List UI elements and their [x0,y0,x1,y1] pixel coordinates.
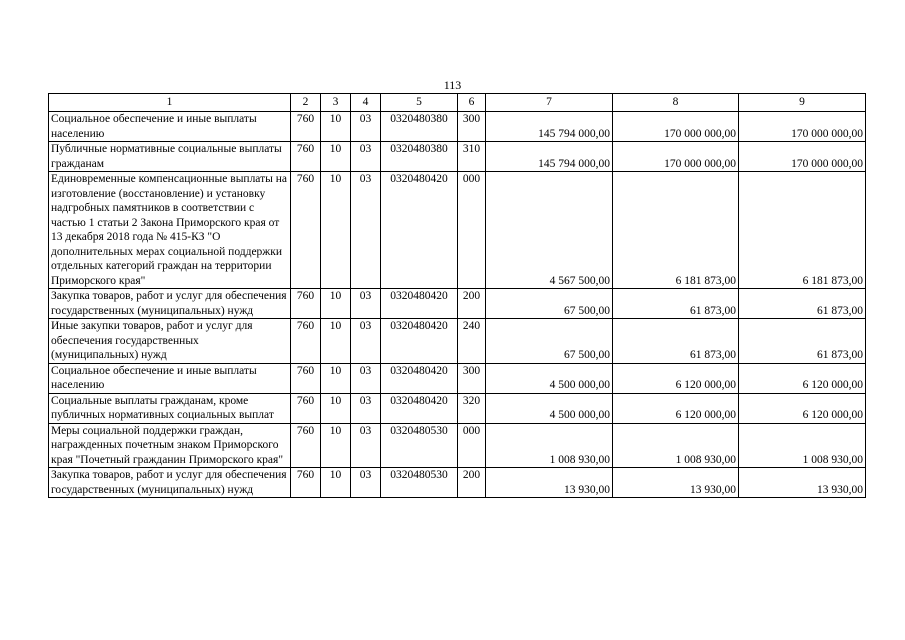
row-name: Иные закупки товаров, работ и услуг для обеспечения государственных (муниципальных) нужд [49,319,291,364]
table-row [49,142,866,172]
amount-col-7: 4 500 000,00 [486,363,613,393]
amount-col-8: 6 120 000,00 [613,363,739,393]
amount-col-9: 6 181 873,00 [739,172,866,289]
target-article-code: 0320480420 [381,319,458,364]
amount-col-8: 61 873,00 [613,319,739,364]
column-header: 5 [381,94,458,112]
expense-type-code: 300 [458,112,486,142]
ministry-code: 760 [291,468,321,498]
amount-col-9: 61 873,00 [739,289,866,319]
amount-col-8: 6 181 873,00 [613,172,739,289]
table-row [49,393,866,423]
row-name: Закупка товаров, работ и услуг для обеспечения государственных (муниципальных) нужд [49,468,291,498]
amount-col-8: 1 008 930,00 [613,423,739,468]
column-header: 9 [739,94,866,112]
table-row [49,112,866,142]
column-header: 3 [321,94,351,112]
row-name: Публичные нормативные социальные выплаты гражданам [49,142,291,172]
column-header: 8 [613,94,739,112]
ministry-code: 760 [291,423,321,468]
row-name: Социальное обеспечение и иные выплаты населению [49,363,291,393]
amount-col-8: 13 930,00 [613,468,739,498]
amount-col-7: 145 794 000,00 [486,142,613,172]
budget-table [48,93,866,498]
column-header: 6 [458,94,486,112]
amount-col-7: 67 500,00 [486,289,613,319]
subsection-code: 03 [351,393,381,423]
section-code: 10 [321,423,351,468]
target-article-code: 0320480420 [381,172,458,289]
row-name: Социальное обеспечение и иные выплаты населению [49,112,291,142]
amount-col-9: 6 120 000,00 [739,393,866,423]
table-row [49,423,866,468]
row-name: Закупка товаров, работ и услуг для обеспечения государственных (муниципальных) нужд [49,289,291,319]
header-row [49,94,866,112]
amount-col-9: 170 000 000,00 [739,142,866,172]
section-code: 10 [321,363,351,393]
target-article-code: 0320480380 [381,112,458,142]
expense-type-code: 000 [458,423,486,468]
column-header: 2 [291,94,321,112]
expense-type-code: 240 [458,319,486,364]
ministry-code: 760 [291,142,321,172]
amount-col-9: 13 930,00 [739,468,866,498]
subsection-code: 03 [351,363,381,393]
subsection-code: 03 [351,423,381,468]
section-code: 10 [321,289,351,319]
expense-type-code: 200 [458,289,486,319]
section-code: 10 [321,393,351,423]
target-article-code: 0320480420 [381,393,458,423]
expense-type-code: 000 [458,172,486,289]
subsection-code: 03 [351,112,381,142]
amount-col-9: 170 000 000,00 [739,112,866,142]
subsection-code: 03 [351,142,381,172]
amount-col-9: 6 120 000,00 [739,363,866,393]
subsection-code: 03 [351,468,381,498]
amount-col-8: 170 000 000,00 [613,142,739,172]
table-row [49,172,866,289]
ministry-code: 760 [291,112,321,142]
table-row [49,363,866,393]
subsection-code: 03 [351,319,381,364]
table-row [49,468,866,498]
column-header: 1 [49,94,291,112]
amount-col-8: 61 873,00 [613,289,739,319]
amount-col-7: 4 567 500,00 [486,172,613,289]
expense-type-code: 310 [458,142,486,172]
amount-col-8: 6 120 000,00 [613,393,739,423]
section-code: 10 [321,112,351,142]
ministry-code: 760 [291,319,321,364]
row-name: Социальные выплаты гражданам, кроме публичных нормативных социальных выплат [49,393,291,423]
amount-col-7: 67 500,00 [486,319,613,364]
amount-col-7: 1 008 930,00 [486,423,613,468]
ministry-code: 760 [291,363,321,393]
amount-col-9: 61 873,00 [739,319,866,364]
amount-col-9: 1 008 930,00 [739,423,866,468]
table-row [49,289,866,319]
column-header: 4 [351,94,381,112]
amount-col-7: 13 930,00 [486,468,613,498]
row-name: Меры социальной поддержки граждан, награжденных почетным знаком Приморского края "Почетный гражданин Приморского края" [49,423,291,468]
ministry-code: 760 [291,172,321,289]
amount-col-8: 170 000 000,00 [613,112,739,142]
section-code: 10 [321,468,351,498]
target-article-code: 0320480420 [381,289,458,319]
subsection-code: 03 [351,172,381,289]
target-article-code: 0320480380 [381,142,458,172]
page-number: 113 [443,78,462,92]
subsection-code: 03 [351,289,381,319]
expense-type-code: 200 [458,468,486,498]
row-name: Единовременные компенсационные выплаты на изготовление (восстановление) и установку надгробных памятников в соответствии с частью 1 статьи 2 Закона Приморского края от 13 декабря 2018 года № 415-КЗ "О дополнительных мерах социальной поддержки отдельных категорий граждан на территории Приморского края" [49,172,291,289]
target-article-code: 0320480530 [381,423,458,468]
amount-col-7: 4 500 000,00 [486,393,613,423]
target-article-code: 0320480420 [381,363,458,393]
expense-type-code: 320 [458,393,486,423]
ministry-code: 760 [291,393,321,423]
section-code: 10 [321,172,351,289]
column-header: 7 [486,94,613,112]
section-code: 10 [321,319,351,364]
table-row [49,319,866,364]
section-code: 10 [321,142,351,172]
amount-col-7: 145 794 000,00 [486,112,613,142]
target-article-code: 0320480530 [381,468,458,498]
expense-type-code: 300 [458,363,486,393]
ministry-code: 760 [291,289,321,319]
